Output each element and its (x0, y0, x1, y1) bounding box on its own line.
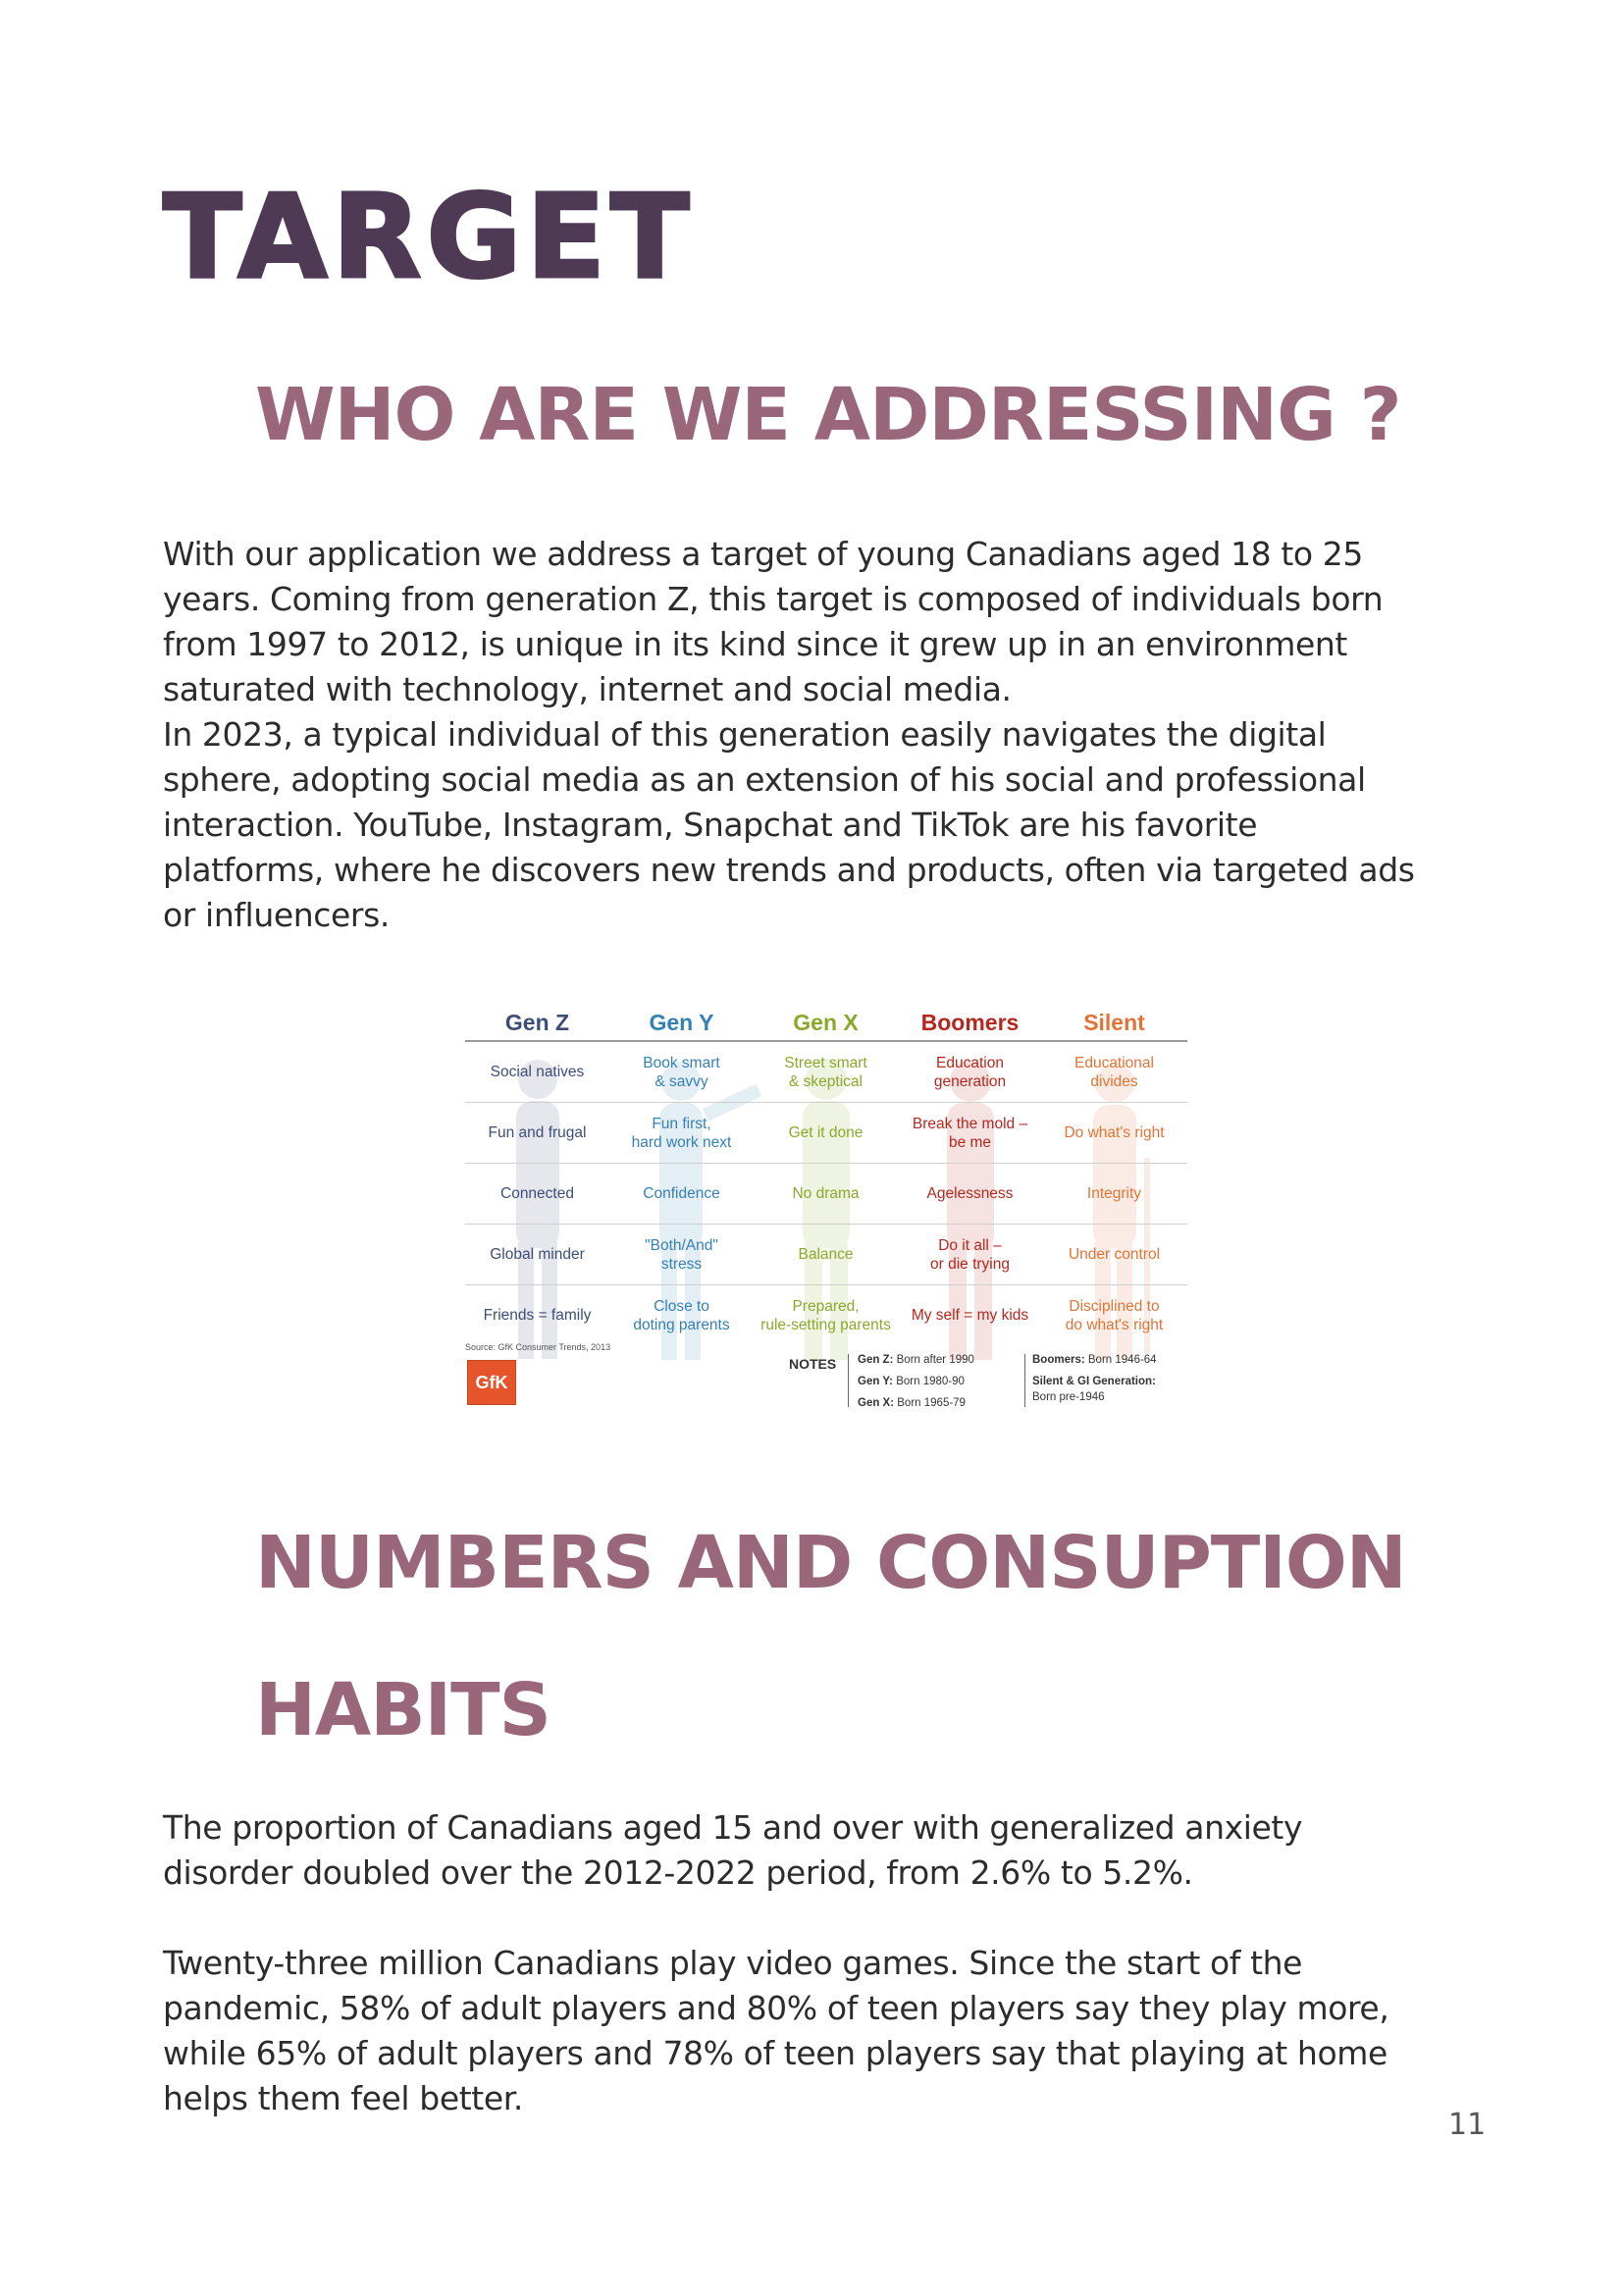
who-line: In 2023, a typical individual of this generation easily navigates the digital (163, 715, 1327, 754)
note-geny: Gen Y: Born 1980-90 (858, 1376, 965, 1387)
anxiety-line: disorder doubled over the 2012-2022 period, from 2.6% to 5.2%. (163, 1853, 1193, 1892)
table-cell: Under control (1068, 1246, 1161, 1263)
table-row (465, 1285, 1187, 1345)
table-cell: Fun first, hard work next (631, 1115, 732, 1151)
header-geny: Gen Y (649, 1009, 714, 1035)
table-cell: Break the mold – be me (912, 1115, 1028, 1151)
note-boomers: Boomers: Born 1946-64 (1032, 1354, 1157, 1366)
anxiety-line: The proportion of Canadians aged 15 and over with generalized anxiety (163, 1808, 1303, 1847)
page-title: TARGET (163, 169, 695, 304)
notes-divider (1024, 1354, 1025, 1407)
table-cell: No drama (792, 1185, 860, 1202)
anxiety-paragraph (163, 1805, 1302, 1896)
table-cell: Integrity (1086, 1185, 1142, 1202)
note-silent-born: Born pre-1946 (1032, 1391, 1105, 1403)
generations-figure (465, 1005, 1187, 1419)
table-cell: Get it done (788, 1124, 864, 1141)
who-line: interaction. YouTube, Instagram, Snapchat and TikTok are his favorite (163, 806, 1258, 844)
gaming-line: helps them feel better. (163, 2079, 523, 2117)
who-line: years. Coming from generation Z, this target is composed of individuals born (163, 580, 1384, 618)
gaming-line: pandemic, 58% of adult players and 80% of teen players say they play more, (163, 1989, 1389, 2027)
table-cell: Book smart & savvy (643, 1054, 720, 1090)
header-genx: Gen X (793, 1009, 859, 1035)
table-row (465, 1164, 1187, 1225)
table-cell: Do it all – or die trying (930, 1236, 1010, 1273)
table-cell: My self = my kids (911, 1307, 1029, 1324)
table-cell: Disciplined to do what's right (1065, 1297, 1164, 1333)
header-silent: Silent (1083, 1009, 1145, 1035)
table-cell: Fun and frugal (488, 1124, 587, 1141)
who-line: platforms, where he discovers new trends and products, often via targeted ads (163, 851, 1415, 889)
table-row (465, 1225, 1187, 1285)
table-cell: Connected (500, 1185, 574, 1202)
section-heading-who: WHO ARE WE ADDRESSING ? (255, 373, 1401, 457)
who-line: or influencers. (163, 896, 390, 934)
note-genx: Gen X: Born 1965-79 (858, 1397, 966, 1409)
notes-divider (848, 1354, 849, 1407)
table-body (465, 1042, 1187, 1345)
table-cell: Street smart & skeptical (784, 1054, 867, 1090)
notes-label: NOTES (789, 1356, 837, 1372)
gaming-paragraph (163, 1941, 1388, 2121)
page-number: 11 (1448, 2108, 1487, 2142)
gaming-line: Twenty-three million Canadians play video games. Since the start of the (163, 1944, 1303, 1982)
table-cell: Educational divides (1073, 1054, 1154, 1090)
generations-table (465, 1005, 1187, 1345)
table-cell: Global minder (490, 1246, 585, 1263)
note-silent: Silent & GI Generation: (1032, 1376, 1156, 1387)
who-line: With our application we address a target of young Canadians aged 18 to 25 (163, 535, 1363, 573)
gaming-line: while 65% of adult players and 78% of teen players say that playing at home (163, 2034, 1387, 2072)
table-cell: Agelessness (926, 1185, 1014, 1202)
table-cell: "Both/And" stress (645, 1236, 718, 1273)
table-row (465, 1042, 1187, 1103)
table-cell: Confidence (643, 1185, 720, 1202)
who-line: saturated with technology, internet and social media. (163, 670, 1012, 708)
table-header-row (465, 1005, 1187, 1042)
who-paragraph (163, 532, 1415, 938)
who-line: from 1997 to 2012, is unique in its kind since it grew up in an environment (163, 625, 1347, 663)
table-cell: Friends = family (483, 1307, 592, 1324)
table-cell: Prepared, rule-setting parents (760, 1297, 891, 1333)
who-line: sphere, adopting social media as an extension of his social and professional (163, 760, 1366, 799)
header-boomers: Boomers (920, 1009, 1020, 1035)
header-genz: Gen Z (504, 1009, 570, 1035)
table-row (465, 1103, 1187, 1164)
table-cell: Do what's right (1064, 1124, 1165, 1141)
table-cell: Balance (798, 1246, 854, 1263)
gfk-logo: GfK (467, 1360, 516, 1405)
figure-source: Source: GfK Consumer Trends, 2013 (465, 1342, 611, 1352)
table-cell: Close to doting parents (633, 1297, 730, 1333)
table-cell: Education generation (933, 1054, 1007, 1090)
table-cell: Social natives (490, 1064, 585, 1080)
section-heading-numbers-line2: HABITS (255, 1668, 550, 1752)
section-heading-numbers: NUMBERS AND CONSUPTION (255, 1521, 1406, 1605)
note-genz: Gen Z: Born after 1990 (858, 1354, 974, 1366)
